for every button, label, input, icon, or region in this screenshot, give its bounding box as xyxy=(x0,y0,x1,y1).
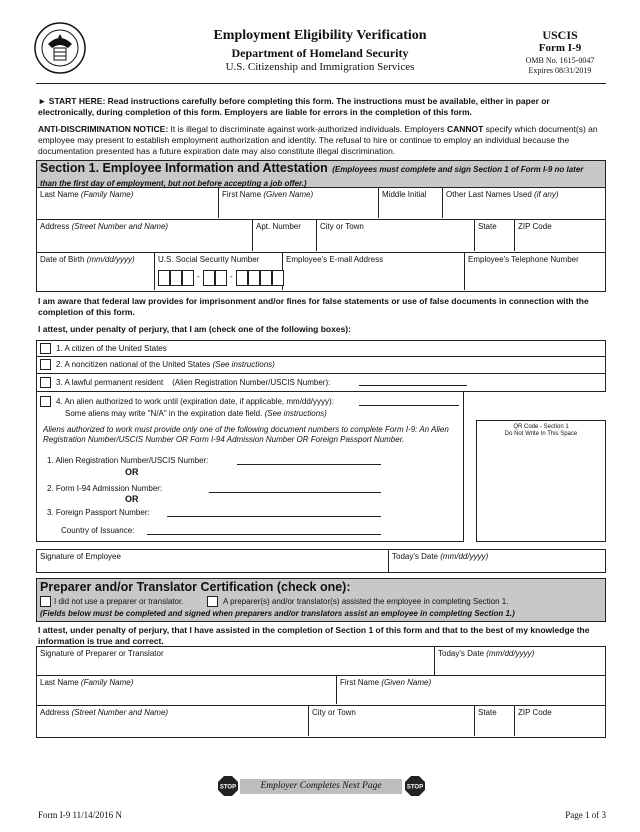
ssn-digit-box[interactable] xyxy=(158,270,170,286)
anti-discrimination-notice xyxy=(38,124,606,157)
prep-first-paren: (Given Name) xyxy=(381,678,432,687)
anti-text-1: It is illegal to discriminate against work-authorized individuals. Employers xyxy=(170,124,445,134)
passport-input[interactable] xyxy=(167,516,381,517)
option-citizen xyxy=(36,340,606,357)
phone-label: Employee's Telephone Number xyxy=(468,255,579,264)
section1-note: (Employees must complete and sign Section 1 of Form I-9 no later than the first day of employment, but not before accepting a job offer.) xyxy=(40,165,584,188)
country-input[interactable] xyxy=(147,534,381,535)
preparer-attest: I attest, under penalty of perjury, that I have assisted in the completion of Section 1 of this form and that to the best of my knowledge the information is true and correct. xyxy=(38,625,590,646)
employee-date-field[interactable] xyxy=(389,550,605,572)
middle-initial-field[interactable] xyxy=(379,188,443,218)
preparer-first-name-field[interactable] xyxy=(337,676,605,704)
permanent-resident-label xyxy=(56,378,330,388)
preparer-name-row xyxy=(36,676,606,706)
ssn-digit-box[interactable] xyxy=(215,270,227,286)
prep-zip-label: ZIP Code xyxy=(518,708,552,717)
header-rule xyxy=(36,83,606,84)
preparer-signature-field[interactable] xyxy=(37,647,435,675)
zip-label: ZIP Code xyxy=(518,222,552,231)
preparer-title: Preparer and/or Translator Certification (check one): xyxy=(40,580,351,594)
ssn-label: U.S. Social Security Number xyxy=(158,255,260,264)
pr-paren: (Alien Registration Number/USCIS Number): xyxy=(172,378,331,387)
other-last-label: Other Last Names Used xyxy=(446,190,532,199)
name-row xyxy=(36,188,606,220)
alien-sub xyxy=(65,409,327,419)
other-last-paren: (if any) xyxy=(534,190,559,199)
employer-next-page-banner: Employer Completes Next Page xyxy=(240,779,402,794)
ssn-dash: - xyxy=(197,272,200,281)
ssn-digit-box[interactable] xyxy=(272,270,284,286)
anti-label: ANTI-DISCRIMINATION NOTICE: xyxy=(38,124,169,134)
preparer-address-row xyxy=(36,706,606,738)
prep-address-paren: (Street Number and Name) xyxy=(71,708,169,717)
i94-label: 2. Form I-94 Admission Number: xyxy=(47,484,163,493)
aware-statement: I am aware that federal law provides for imprisonment and/or fines for false statements or use of false documents in connection with the completion of this form. xyxy=(38,296,589,317)
omb-number: OMB No. 1615-0047 xyxy=(525,56,595,65)
stop-text-right: STOP xyxy=(406,784,424,791)
sig-label: Signature of Employee xyxy=(40,552,121,561)
today-label: Today's Date xyxy=(392,552,438,561)
address-label: Address xyxy=(40,222,70,231)
form-id: Form I-9 11/14/2016 N xyxy=(38,810,122,820)
alien-expiration-input[interactable] xyxy=(359,405,459,406)
anti-text-2: specify which document(s) an employee may present to establish employment authorization and identity. The refusal to hire or continue to employ an individual because the documentation presented has a future expiration date may also constitute illegal discrimination. xyxy=(38,124,598,156)
last-name-paren: (Family Name) xyxy=(80,190,134,199)
qr-code-box xyxy=(476,420,606,542)
today-paren: (mm/dd/yyyy) xyxy=(440,552,489,561)
stop-text-left: STOP xyxy=(219,784,237,791)
ssn-digit-box[interactable] xyxy=(248,270,260,286)
option-alien-block xyxy=(36,392,464,542)
form-title: Employment Eligibility Verification xyxy=(213,28,427,43)
preparer-sig-row xyxy=(36,646,606,676)
option-noncitizen xyxy=(36,357,606,374)
dob-row xyxy=(36,253,606,292)
qr-label-2: Do Not Write In This Space xyxy=(504,431,578,437)
preparer-zip-field[interactable] xyxy=(515,706,605,736)
or-label-2: OR xyxy=(125,494,139,504)
alien-label: 4. An alien authorized to work until (expiration date, if applicable, mm/dd/yyyy): xyxy=(56,397,334,406)
noncitizen-label xyxy=(56,360,275,370)
uscis-label: USCIS xyxy=(542,28,578,42)
preparer-used-label: A preparer(s) and/or translator(s) assisted the employee in completing Section 1. xyxy=(223,597,509,606)
prep-address-label: Address xyxy=(40,708,70,717)
prep-city-label: City or Town xyxy=(312,708,356,717)
address-field[interactable] xyxy=(37,220,253,251)
preparer-header xyxy=(36,578,606,622)
prep-sig-label: Signature of Preparer or Translator xyxy=(40,649,164,658)
first-name-field[interactable] xyxy=(219,188,379,218)
start-here: ► START HERE: Read instructions carefully before completing this form. The instructions must be available, either in paper or electronically, during completion of this form. Employers are liable for errors in the completion of this form. xyxy=(38,96,550,117)
ssn-digit-box[interactable] xyxy=(236,270,248,286)
citizen-label: 1. A citizen of the United States xyxy=(56,344,167,353)
qr-label-1: QR Code - Section 1 xyxy=(513,424,569,430)
prep-today-paren: (mm/dd/yyyy) xyxy=(486,649,535,658)
preparer-state-field[interactable] xyxy=(475,706,515,736)
email-field[interactable] xyxy=(283,253,465,290)
preparer-used-checkbox[interactable] xyxy=(207,596,218,607)
last-name-field[interactable] xyxy=(37,188,219,218)
aliens-note: Aliens authorized to work must provide only one of the following document numbers to complete Form I-9: An Alien Registration Number/USCIS Number OR Form I-94 Admission Number OR Foreign Passport Number. xyxy=(43,425,449,444)
apt-number-field[interactable] xyxy=(253,220,317,251)
option-permanent-resident xyxy=(36,374,606,392)
city-field[interactable] xyxy=(317,220,475,251)
apt-label: Apt. Number xyxy=(256,222,301,231)
citizen-checkbox[interactable] xyxy=(40,343,51,354)
other-last-names-field[interactable] xyxy=(443,188,605,218)
prep-last-paren: (Family Name) xyxy=(80,678,134,687)
signature-row xyxy=(36,549,606,573)
ssn-digit-box[interactable] xyxy=(182,270,194,286)
form-number: Form I-9 xyxy=(538,42,582,54)
i94-input[interactable] xyxy=(209,492,381,493)
dob-paren: (mm/dd/yyyy) xyxy=(86,255,135,264)
passport-label: 3. Foreign Passport Number: xyxy=(47,508,150,517)
email-label: Employee's E-mail Address xyxy=(286,255,384,264)
preparer-city-field[interactable] xyxy=(309,706,475,736)
prep-today-label: Today's Date xyxy=(438,649,484,658)
alien-sub-paren: (See instructions) xyxy=(264,409,327,418)
preparer-date-field[interactable] xyxy=(435,647,605,675)
employee-signature-field[interactable] xyxy=(37,550,389,572)
dhs-seal xyxy=(34,22,86,74)
noncitizen-text: 2. A noncitizen national of the United States xyxy=(56,360,211,369)
no-preparer-label: I did not use a preparer or translator. xyxy=(54,597,184,606)
attest-statement: I attest, under penalty of perjury, that I am (check one of the following boxes): xyxy=(38,324,351,334)
stop-sign-icon xyxy=(218,776,238,796)
page-number: Page 1 of 3 xyxy=(565,810,606,820)
dept-name: Department of Homeland Security xyxy=(231,46,409,60)
last-name-label: Last Name xyxy=(40,190,79,199)
no-preparer-checkbox[interactable] xyxy=(40,596,51,607)
phone-field[interactable] xyxy=(465,253,605,290)
alien-reg-label: 1. Alien Registration Number/USCIS Number: xyxy=(47,456,209,465)
country-label: Country of Issuance: xyxy=(61,526,135,535)
noncitizen-paren: (See instructions) xyxy=(212,360,275,369)
ssn-digit-box[interactable] xyxy=(170,270,182,286)
prep-last-label: Last Name xyxy=(40,678,79,687)
ssn-digit-box[interactable] xyxy=(260,270,272,286)
alien-reg-input[interactable] xyxy=(237,464,381,465)
agency-name: U.S. Citizenship and Immigration Services xyxy=(225,61,415,73)
dob-label: Date of Birth xyxy=(40,255,85,264)
stop-sign-icon xyxy=(405,776,425,796)
city-label: City or Town xyxy=(320,222,364,231)
middle-initial-label: Middle Initial xyxy=(382,190,427,199)
alien-sub-text: Some aliens may write "N/A" in the expiration date field. xyxy=(65,409,263,418)
zip-field[interactable] xyxy=(515,220,605,251)
address-paren: (Street Number and Name) xyxy=(71,222,169,231)
first-name-label: First Name xyxy=(222,190,262,199)
ssn-dash: - xyxy=(230,272,233,281)
pr-number-input[interactable] xyxy=(359,385,467,386)
alien-checkbox[interactable] xyxy=(40,396,51,407)
or-label-1: OR xyxy=(125,467,139,477)
section1-title: Section 1. Employee Information and Attestation xyxy=(40,161,328,175)
dob-field[interactable] xyxy=(37,253,155,290)
first-name-paren: (Given Name) xyxy=(263,190,314,199)
preparer-last-name-field[interactable] xyxy=(37,676,337,704)
address-row xyxy=(36,220,606,253)
prep-first-label: First Name xyxy=(340,678,380,687)
preparer-note: (Fields below must be completed and signed when preparers and/or translators assist an employee in completing Section 1.) xyxy=(40,609,515,618)
prep-state-label: State xyxy=(478,708,497,717)
preparer-address-field[interactable] xyxy=(37,706,309,736)
ssn-digit-box[interactable] xyxy=(203,270,215,286)
state-field[interactable] xyxy=(475,220,515,251)
expiration: Expires 08/31/2019 xyxy=(528,66,592,75)
anti-cannot: CANNOT xyxy=(446,124,484,134)
permanent-resident-checkbox[interactable] xyxy=(40,377,51,388)
noncitizen-checkbox[interactable] xyxy=(40,359,51,370)
section1-header xyxy=(36,160,606,188)
state-label: State xyxy=(478,222,497,231)
pr-text: 3. A lawful permanent resident xyxy=(56,378,164,387)
